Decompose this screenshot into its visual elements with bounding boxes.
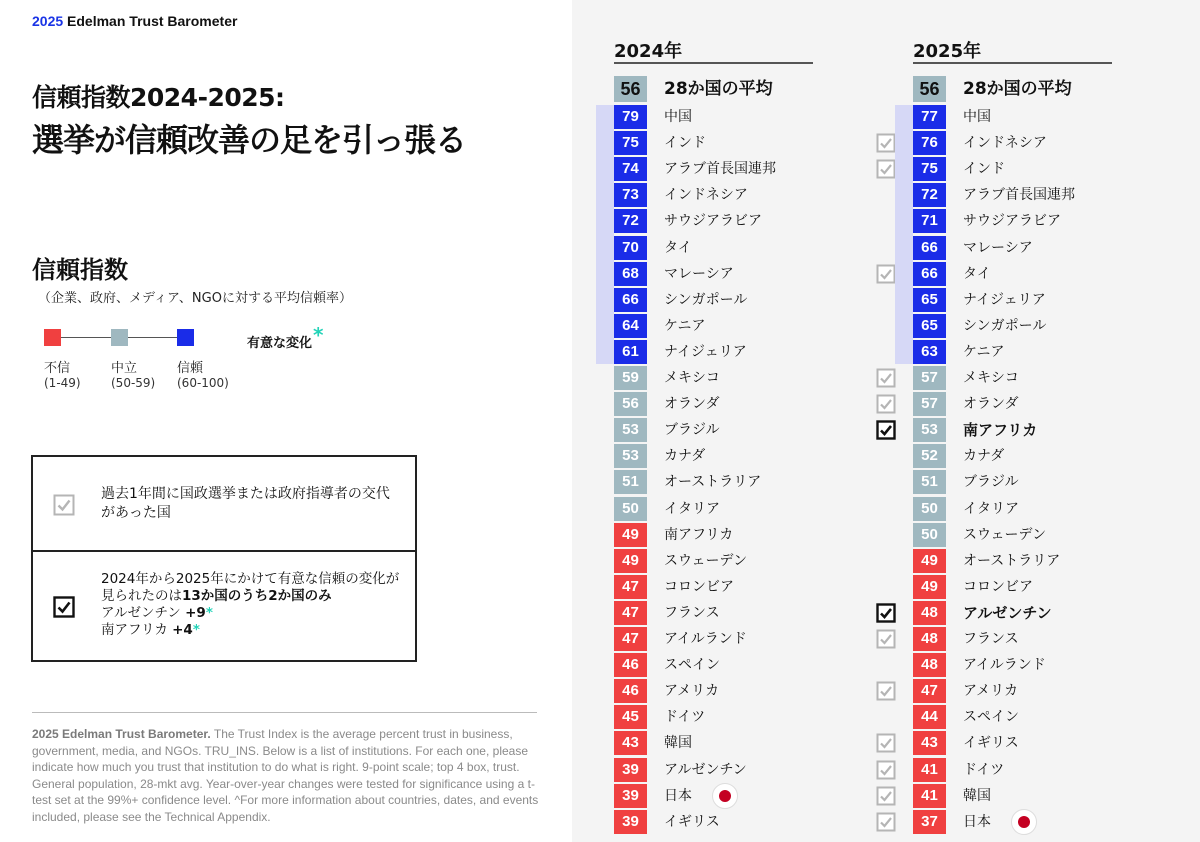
footnote: 2025 Edelman Trust Barometer. The Trust Index is the average percent trust in business, government, media, and NGOs. TRU_INS. Below is a list of institutions. For each one, please indicate how much you trust that institution to do what is right. 9-point scale; top 4 box, trust. General population, 28-mkt avg. Year-over-year changes were tested for significance using a t-test set at the 99%+ confidence level. ^For more information about countries, dates, and events included, please see the Technical Appendix. bbox=[32, 727, 539, 824]
average-label: 28か国の平均 bbox=[664, 79, 773, 99]
column-header-2024: 2024年 bbox=[614, 41, 683, 62]
legend-neutral-swatch bbox=[111, 329, 128, 346]
trust-value: 68 bbox=[614, 262, 647, 286]
trust-value: 43 bbox=[614, 731, 647, 755]
trust-value: 65 bbox=[913, 288, 946, 312]
trust-value: 50 bbox=[913, 497, 946, 521]
country-label: イギリス bbox=[963, 735, 1019, 752]
trust-value: 51 bbox=[614, 470, 647, 494]
trust-value: 48 bbox=[913, 601, 946, 625]
country-label: 日本 bbox=[664, 787, 692, 804]
trust-value: 49 bbox=[614, 549, 647, 573]
trust-value: 39 bbox=[614, 784, 647, 808]
key-significant-text: 2024年から2025年にかけて有意な信頼の変化が見られたのは13か国のうち2か国のみ アルゼンチン +9* 南アフリカ +4* bbox=[101, 571, 400, 638]
trust-value: 61 bbox=[614, 340, 647, 364]
country-label: タイ bbox=[963, 265, 991, 282]
election-check-icon bbox=[876, 760, 896, 784]
index-subtitle: （企業、政府、メディア、NGOに対する平均信頼率） bbox=[38, 291, 352, 306]
trust-value: 71 bbox=[913, 209, 946, 233]
trust-value: 50 bbox=[614, 497, 647, 521]
trust-value: 70 bbox=[614, 236, 647, 260]
country-label: オランダ bbox=[963, 396, 1019, 413]
trust-value: 57 bbox=[913, 366, 946, 390]
trust-value: 65 bbox=[913, 314, 946, 338]
country-label: アラブ首長国連邦 bbox=[664, 161, 776, 178]
country-label: イタリア bbox=[664, 500, 720, 517]
trust-value: 49 bbox=[913, 549, 946, 573]
trust-value: 46 bbox=[614, 679, 647, 703]
significant-check-icon bbox=[876, 420, 896, 444]
trust-value: 59 bbox=[614, 366, 647, 390]
footnote-divider bbox=[32, 712, 537, 713]
japan-flag-icon bbox=[712, 783, 738, 809]
trust-value: 77 bbox=[913, 105, 946, 129]
election-check-icon bbox=[876, 786, 896, 810]
election-check-icon bbox=[876, 629, 896, 653]
country-label: オランダ bbox=[664, 396, 720, 413]
country-label: フランス bbox=[963, 631, 1019, 647]
country-label: インド bbox=[963, 161, 1005, 178]
country-label: 韓国 bbox=[963, 787, 991, 804]
trust-value: 46 bbox=[614, 653, 647, 677]
election-check-icon bbox=[876, 394, 896, 418]
trust-value: 63 bbox=[913, 340, 946, 364]
japan-flag-icon bbox=[1011, 809, 1037, 835]
country-label: 南アフリカ bbox=[963, 421, 1038, 440]
trust-value: 76 bbox=[913, 131, 946, 155]
country-label: フランス bbox=[664, 604, 720, 621]
trust-value: 37 bbox=[913, 810, 946, 834]
country-label: メキシコ bbox=[963, 370, 1019, 386]
country-label: 韓国 bbox=[664, 735, 692, 752]
title-line-1: 信頼指数2024-2025: bbox=[32, 83, 285, 112]
country-label: シンガポール bbox=[664, 291, 748, 308]
country-label: 日本 bbox=[963, 813, 991, 830]
election-check-icon bbox=[876, 733, 896, 757]
country-label: インド bbox=[664, 135, 706, 152]
legend-distrust-label: 不信 bbox=[44, 361, 71, 376]
legend-distrust-swatch bbox=[44, 329, 61, 346]
country-label: ドイツ bbox=[963, 761, 1005, 778]
country-label: スペイン bbox=[963, 709, 1019, 726]
country-label: マレーシア bbox=[664, 265, 734, 282]
trust-value: 72 bbox=[913, 183, 946, 207]
country-label: ケニア bbox=[664, 317, 706, 334]
average-label: 28か国の平均 bbox=[963, 79, 1072, 99]
country-label: マレーシア bbox=[963, 239, 1033, 256]
election-check-icon bbox=[876, 368, 896, 392]
country-label: サウジアラビア bbox=[963, 213, 1061, 230]
legend-trust-swatch bbox=[177, 329, 194, 346]
trust-value: 49 bbox=[614, 523, 647, 547]
country-label: アルゼンチン bbox=[963, 603, 1052, 622]
country-label: スウェーデン bbox=[963, 526, 1047, 543]
column-rule-2025 bbox=[913, 62, 1112, 64]
significant-check-icon bbox=[53, 596, 75, 622]
election-check-icon bbox=[876, 681, 896, 705]
country-label: 南アフリカ bbox=[664, 526, 734, 543]
election-check-icon bbox=[53, 494, 75, 520]
trust-value: 53 bbox=[614, 444, 647, 468]
country-label: スペイン bbox=[664, 657, 720, 674]
trust-value: 53 bbox=[614, 418, 647, 442]
country-label: オーストラリア bbox=[664, 474, 762, 491]
trust-value: 43 bbox=[913, 731, 946, 755]
key-divider bbox=[33, 550, 415, 552]
average-value: 56 bbox=[614, 76, 647, 102]
legend-distrust-range: (1-49) bbox=[44, 376, 81, 390]
election-check-icon bbox=[876, 812, 896, 836]
election-check-icon bbox=[876, 264, 896, 288]
legend-trust-range: (60-100) bbox=[177, 376, 229, 390]
trust-value: 47 bbox=[913, 679, 946, 703]
country-label: オーストラリア bbox=[963, 552, 1061, 569]
trust-value: 45 bbox=[614, 705, 647, 729]
title-line-2: 選挙が信頼改善の足を引っ張る bbox=[32, 121, 467, 159]
significant-check-icon bbox=[876, 603, 896, 627]
trust-band bbox=[596, 105, 614, 364]
trust-value: 39 bbox=[614, 758, 647, 782]
country-label: タイ bbox=[664, 239, 692, 256]
average-value: 56 bbox=[913, 76, 946, 102]
country-label: アメリカ bbox=[963, 683, 1019, 700]
column-rule-2024 bbox=[614, 62, 813, 64]
country-label: サウジアラビア bbox=[664, 213, 762, 230]
trust-value: 56 bbox=[614, 392, 647, 416]
trust-value: 73 bbox=[614, 183, 647, 207]
legend-significant-change: 有意な変化* bbox=[247, 323, 324, 351]
trust-band bbox=[895, 105, 913, 364]
country-label: インドネシア bbox=[664, 187, 748, 204]
trust-value: 66 bbox=[614, 288, 647, 312]
country-label: ブラジル bbox=[664, 422, 720, 439]
key-box bbox=[31, 455, 417, 662]
trust-value: 51 bbox=[913, 470, 946, 494]
trust-value: 48 bbox=[913, 653, 946, 677]
trust-value: 48 bbox=[913, 627, 946, 651]
country-label: カナダ bbox=[664, 448, 706, 465]
country-label: ナイジェリア bbox=[963, 291, 1046, 308]
country-label: メキシコ bbox=[664, 370, 720, 386]
country-label: アイルランド bbox=[963, 657, 1046, 674]
country-label: アイルランド bbox=[664, 631, 747, 647]
country-label: ブラジル bbox=[963, 474, 1019, 491]
trust-value: 47 bbox=[614, 601, 647, 625]
column-header-2025: 2025年 bbox=[913, 41, 982, 62]
trust-value: 79 bbox=[614, 105, 647, 129]
trust-value: 75 bbox=[614, 131, 647, 155]
country-label: カナダ bbox=[963, 448, 1005, 465]
legend-neutral-range: (50-59) bbox=[111, 376, 156, 390]
country-label: ナイジェリア bbox=[664, 343, 747, 360]
trust-value: 52 bbox=[913, 444, 946, 468]
trust-value: 39 bbox=[614, 810, 647, 834]
country-label: アメリカ bbox=[664, 683, 720, 700]
trust-value: 41 bbox=[913, 758, 946, 782]
country-label: ドイツ bbox=[664, 709, 706, 726]
country-label: インドネシア bbox=[963, 135, 1047, 152]
country-label: コロンビア bbox=[963, 578, 1033, 595]
brand-logo: 2025 Edelman Trust Barometer bbox=[32, 13, 238, 29]
country-label: コロンビア bbox=[664, 578, 734, 595]
index-heading: 信頼指数 bbox=[32, 256, 128, 284]
country-label: ケニア bbox=[963, 343, 1005, 360]
trust-value: 57 bbox=[913, 392, 946, 416]
trust-value: 47 bbox=[614, 575, 647, 599]
key-election-text: 過去1年間に国政選挙または政府指導者の交代があった国 bbox=[101, 486, 390, 521]
significant-star-icon: * bbox=[313, 323, 324, 347]
trust-value: 72 bbox=[614, 209, 647, 233]
trust-value: 64 bbox=[614, 314, 647, 338]
country-label: シンガポール bbox=[963, 317, 1047, 334]
country-label: イタリア bbox=[963, 500, 1019, 517]
trust-value: 50 bbox=[913, 523, 946, 547]
country-label: スウェーデン bbox=[664, 552, 748, 569]
trust-value: 53 bbox=[913, 418, 946, 442]
trust-value: 75 bbox=[913, 157, 946, 181]
country-label: 中国 bbox=[664, 109, 692, 125]
trust-value: 47 bbox=[614, 627, 647, 651]
legend-trust-label: 信頼 bbox=[177, 361, 204, 376]
election-check-icon bbox=[876, 159, 896, 183]
trust-value: 41 bbox=[913, 784, 946, 808]
trust-value: 49 bbox=[913, 575, 946, 599]
election-check-icon bbox=[876, 133, 896, 157]
trust-value: 66 bbox=[913, 236, 946, 260]
country-label: アラブ首長国連邦 bbox=[963, 187, 1075, 204]
country-label: 中国 bbox=[963, 109, 991, 125]
country-label: アルゼンチン bbox=[664, 761, 747, 778]
trust-value: 74 bbox=[614, 157, 647, 181]
legend-neutral-label: 中立 bbox=[111, 361, 138, 376]
trust-value: 66 bbox=[913, 262, 946, 286]
country-label: イギリス bbox=[664, 813, 720, 830]
trust-value: 44 bbox=[913, 705, 946, 729]
